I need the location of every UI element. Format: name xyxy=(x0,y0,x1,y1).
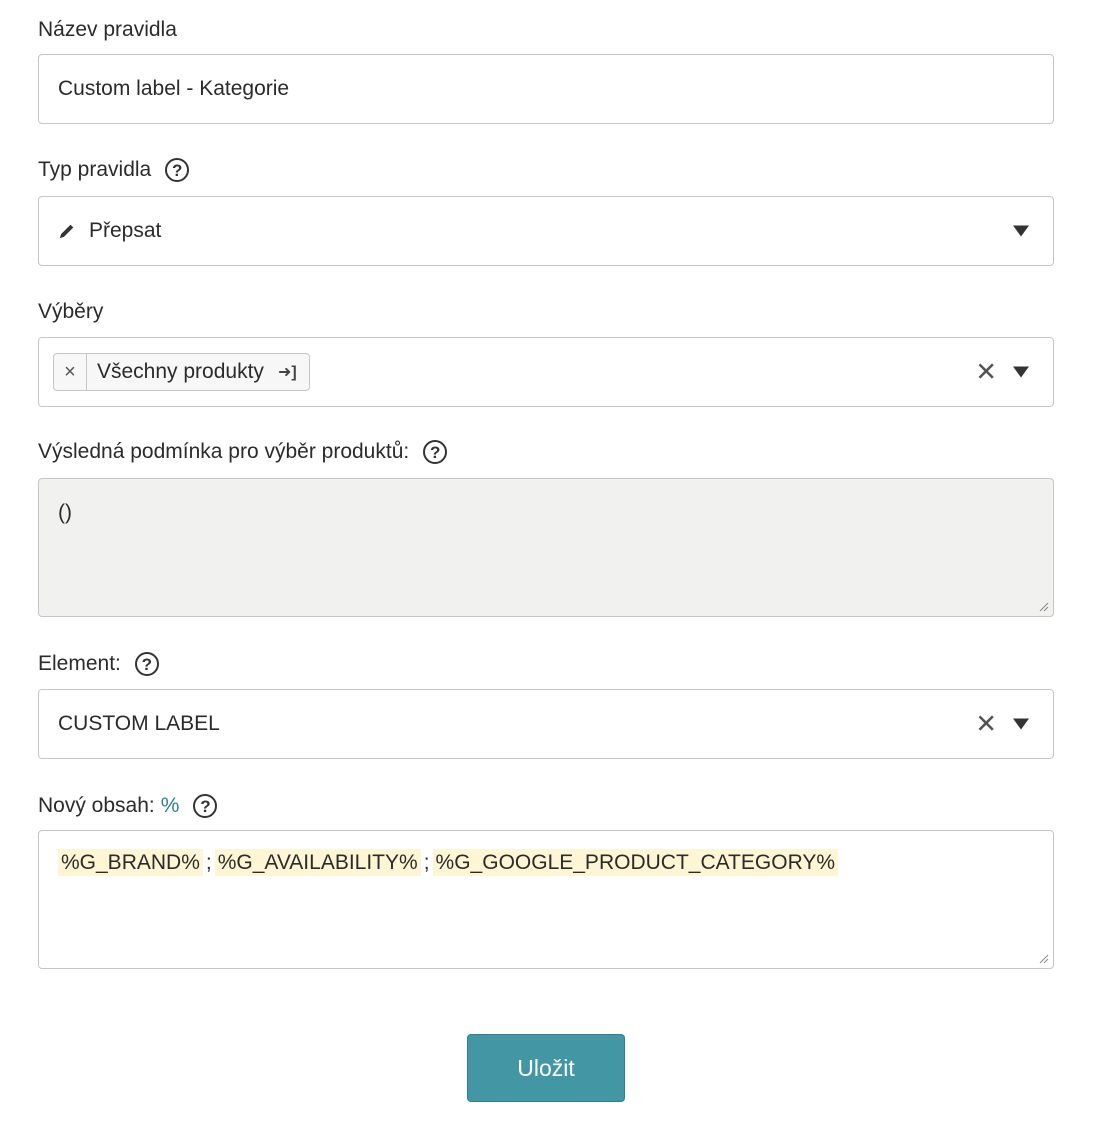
clear-selections-icon[interactable]: ✕ xyxy=(975,356,997,387)
rule-type-label-text: Typ pravidla xyxy=(38,158,152,181)
element-selected: CUSTOM LABEL xyxy=(58,712,220,735)
element-label xyxy=(38,652,159,676)
chevron-down-icon[interactable] xyxy=(1013,719,1029,730)
token-separator: ; xyxy=(205,851,212,874)
rule-type-selected: Přepsat xyxy=(89,219,162,242)
new-content-help-icon[interactable]: ? xyxy=(193,794,217,818)
selection-tag-label xyxy=(87,360,309,384)
token-separator: ; xyxy=(423,851,430,874)
element-help-icon[interactable]: ? xyxy=(135,652,159,676)
condition-help-icon[interactable]: ? xyxy=(423,440,447,464)
rule-name-label xyxy=(38,18,177,42)
rule-name-input[interactable] xyxy=(38,54,1054,124)
rule-name-label-text: Název pravidla xyxy=(38,18,177,41)
selections-multiselect[interactable] xyxy=(38,337,1054,407)
content-token: %G_BRAND% xyxy=(58,849,203,876)
rule-name-value: Custom label - Kategorie xyxy=(58,77,290,100)
chevron-down-icon[interactable] xyxy=(1013,226,1029,237)
condition-label-text: Výsledná podmínka pro výběr produktů: xyxy=(38,440,410,463)
condition-value: () xyxy=(58,501,72,524)
rule-type-help-icon[interactable]: ? xyxy=(165,158,189,182)
rule-type-select[interactable] xyxy=(38,196,1054,266)
condition-textarea[interactable] xyxy=(38,478,1054,617)
pencil-icon xyxy=(58,222,76,240)
save-button[interactable]: Uložit xyxy=(467,1034,625,1102)
selections-label xyxy=(38,300,103,324)
tag-remove-icon[interactable]: × xyxy=(54,354,87,390)
rule-type-label xyxy=(38,158,189,182)
chevron-down-icon[interactable] xyxy=(1013,367,1029,378)
selections-label-text: Výběry xyxy=(38,300,104,323)
new-content-label xyxy=(38,794,217,818)
condition-label xyxy=(38,440,447,464)
content-token: %G_GOOGLE_PRODUCT_CATEGORY% xyxy=(433,849,838,876)
resize-grip-icon[interactable] xyxy=(1039,602,1049,612)
resize-grip-icon[interactable] xyxy=(1039,954,1049,964)
placeholders-link[interactable]: % xyxy=(160,794,180,817)
clear-element-icon[interactable]: ✕ xyxy=(975,708,997,739)
content-token: %G_AVAILABILITY% xyxy=(215,849,421,876)
new-content-textarea[interactable] xyxy=(38,830,1054,969)
goto-selection-icon[interactable]: ➜] xyxy=(277,364,297,381)
selection-tag-text: Všechny produkty xyxy=(97,360,264,383)
element-label-text: Element: xyxy=(38,652,121,675)
selection-tag xyxy=(53,353,310,391)
element-select[interactable] xyxy=(38,689,1054,759)
new-content-label-text: Nový obsah: xyxy=(38,794,155,817)
